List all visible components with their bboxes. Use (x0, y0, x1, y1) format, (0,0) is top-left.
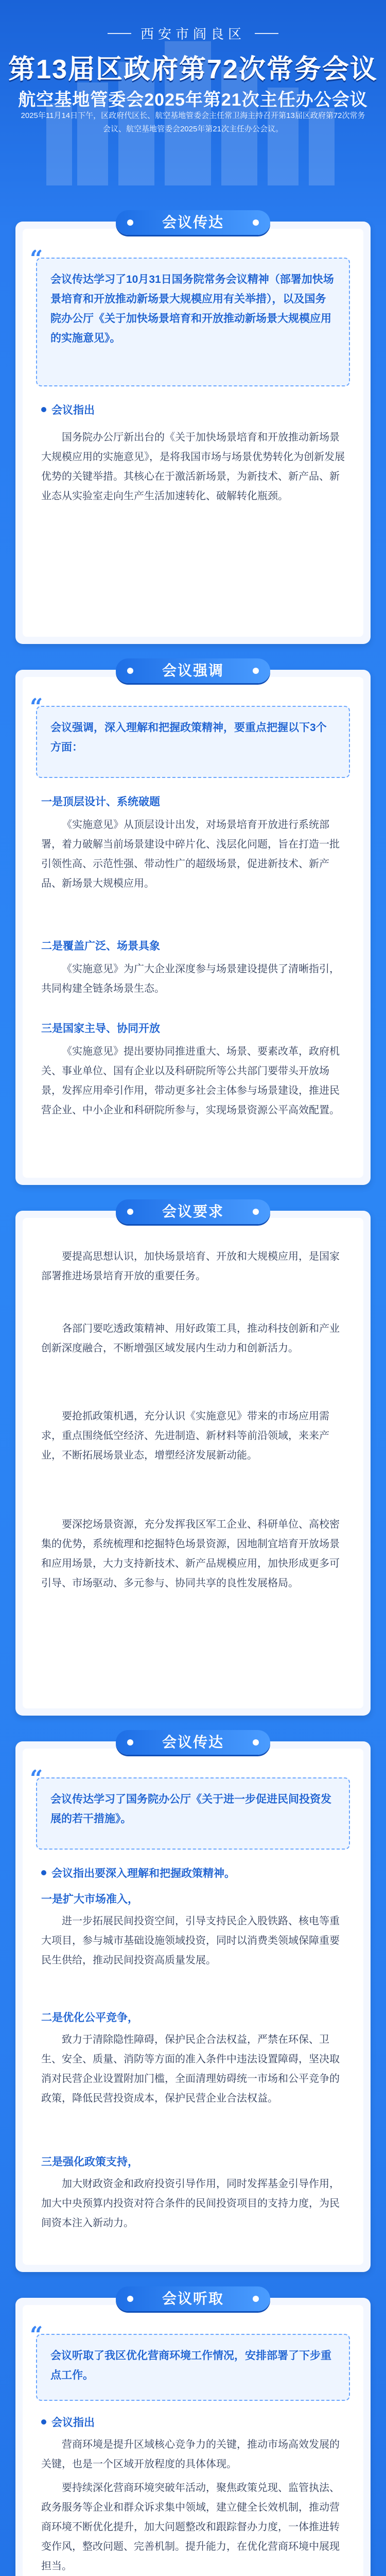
item-text: 《实施意见》从顶层设计出发，对场景培育开放进行系统部署，着力破解当前场景建设中碎片化、浅层化问题，旨在打造一批引领性高、示范性强、带动性广的超级场景，促进新技术、新产品、新场景大规模应用。 (41, 819, 340, 889)
page-header (0, 0, 386, 206)
bullet-icon (41, 2419, 46, 2425)
page-subtitle: 航空基地管委会2025年第21次主任办公会议 (18, 90, 368, 110)
section-ribbon: 会议传达 (116, 1730, 270, 1755)
subheading-text: 会议指出 (51, 404, 95, 416)
section-ribbon: 会议传达 (116, 210, 270, 235)
item-heading: 二是覆盖广泛、场景具象 (41, 940, 160, 952)
section-paragraph: 要持续深化营商环境突破年活动，聚焦政策兑现、监管执法、政务服务等企业和群众诉求集中领域，建立健全长效机制，推动营商环境不断优化提升，加大问题整改和跟踪督办力度，一体推进转变作风，整改问题、完善机制。提升能力，在优化营商环境中展现担当。 (41, 2482, 340, 2572)
brand-text: 西安市阎良区 (140, 26, 245, 42)
section-subheading (41, 1865, 235, 1880)
section-card-5 (15, 2291, 371, 2576)
item-heading: 一是扩大市场准入， (41, 1893, 138, 1905)
section-ribbon: 会议要求 (116, 1199, 270, 1224)
brand-dash-right (255, 33, 278, 34)
quote-text: 会议强调，深入理解和把握政策精神，要重点把握以下3个方面： (50, 722, 327, 753)
section-paragraph: 要提高思想认识，加快场景培育、开放和大规模应用，是国家部署推进场景培育开放的重要任务。 (41, 1251, 340, 1282)
bullet-icon (41, 1870, 46, 1875)
item-text: 《实施意见》为广大企业深度参与场景建设提供了清晰指引，共同构建全链条场景生态。 (41, 963, 340, 994)
section-paragraph: 各部门要吃透政策精神、用好政策工具，推动科技创新和产业创新深度融合，不断增强区域发展内生动力和创新活力。 (41, 1323, 340, 1354)
section-card-2 (15, 663, 371, 1185)
section-paragraph: 要深挖场景资源，充分发挥我区军工企业、科研单位、高校密集的优势，系统梳理和挖掘特色场景资源，因地制宜培育开放场景和应用场景，大力支持新技术、新产品规模应用，加快形成更多可引导、市场驱动、多元参与、协同共享的良性发展格局。 (41, 1519, 340, 1589)
item-text: 《实施意见》提出要协同推进重大、场景、要素改革，政府机关、事业单位、国有企业以及科研院所等公共部门要带头开放场景，发挥应用牵引作用，带动更多社会主体参与场景建设，推进民营企业、中小企业和科研院所参与，实现场景资源公平高效配置。 (41, 1046, 340, 1116)
section-paragraph: 营商环境是提升区域核心竞争力的关键，推动市场高效发展的关键，也是一个区域开放程度的具体体现。 (41, 2439, 340, 2470)
item-heading: 三是强化政策支持， (41, 2156, 138, 2168)
bullet-icon (41, 407, 46, 412)
page-lead: 2025年11月14日下午，区政府代区长、航空基地管委会主任常卫海主持召开第13届区政府第72次常务会议、航空基地管委会2025年第21次主任办公会议。 (21, 111, 365, 133)
quote-mark-icon: “ (30, 2322, 43, 2348)
quote-mark-icon: “ (30, 694, 43, 720)
item-text: 进一步拓展民间投资空间，引导支持民企入股铁路、核电等重大项目，参与城市基础设施领域投资，同时以消费类领域保障重要民生供给，推动民间投资高质量发展。 (41, 1916, 340, 1966)
section-ribbon: 会议听取 (116, 2286, 270, 2311)
section-paragraph: 国务院办公厅新出台的《关于加快场景培育和开放推动新场景大规模应用的实施意见》，是将我国市场与场景优势转化为创新发展优势的关键举措。其核心在于激活新场景，为新技术、新产品、新业态从实验室走向生产生活加速转化、破解转化瓶颈。 (41, 432, 345, 502)
quote-mark-icon: “ (30, 246, 43, 272)
section-quote (30, 1766, 350, 1850)
section-quote (30, 246, 350, 386)
section-card-4 (15, 1734, 371, 2272)
section-quote (30, 694, 350, 778)
section-subheading (41, 2414, 95, 2430)
quote-text: 会议听取了我区优化营商环境工作情况，安排部署了下步重点工作。 (50, 2350, 331, 2381)
page-title: 第13届区政府第72次常务会议 (8, 55, 378, 84)
brand-row (0, 24, 386, 43)
quote-mark-icon: “ (30, 1766, 43, 1792)
subheading-text: 会议指出 (51, 2417, 95, 2429)
item-heading: 二是优化公平竞争， (41, 2012, 138, 2024)
item-heading: 三是国家主导、协同开放 (41, 1023, 160, 1035)
quote-text: 会议传达学习了10月31日国务院常务会议精神（部署加快场景培育和开放推动新场景大规模应用有关举措），以及国务院办公厅《关于加快场景培育和开放推动新场景大规模应用的实施意见》。 (50, 274, 334, 344)
section-card-3 (15, 1204, 371, 1716)
section-quote (30, 2322, 350, 2401)
section-card-1 (15, 214, 371, 644)
section-paragraph: 要抢抓政策机遇，充分认识《实施意见》带来的市场应用需求，重点围绕低空经济、先进制造、新材料等前沿领域，来来产业，不断拓展场景业态，增塑经济发展新动能。 (41, 1411, 329, 1461)
section-subheading (41, 402, 95, 417)
item-heading: 一是顶层设计、系统破题 (41, 796, 160, 808)
section-ribbon: 会议强调 (116, 658, 270, 683)
item-text: 致力于清除隐性障碍，保护民企合法权益，严禁在环保、卫生、安全、质量、消防等方面的准入条件中违法设置障碍，坚决取消对民营企业设置附加门槛，全面清理妨碍统一市场和公平竞争的政策，降低民营投资成本，保护民营企业合法权益。 (41, 2034, 340, 2104)
brand-dash-left (108, 33, 131, 34)
subheading-text: 会议指出要深入理解和把握政策精神。 (51, 1868, 235, 1879)
item-text: 加大财政资金和政府投资引导作用，同时发挥基金引导作用，加大中央预算内投资对符合条件的民间投资项目的支持力度，为民间资本注入新动力。 (41, 2178, 340, 2229)
quote-text: 会议传达学习了国务院办公厅《关于进一步促进民间投资发展的若干措施》。 (50, 1793, 331, 1825)
